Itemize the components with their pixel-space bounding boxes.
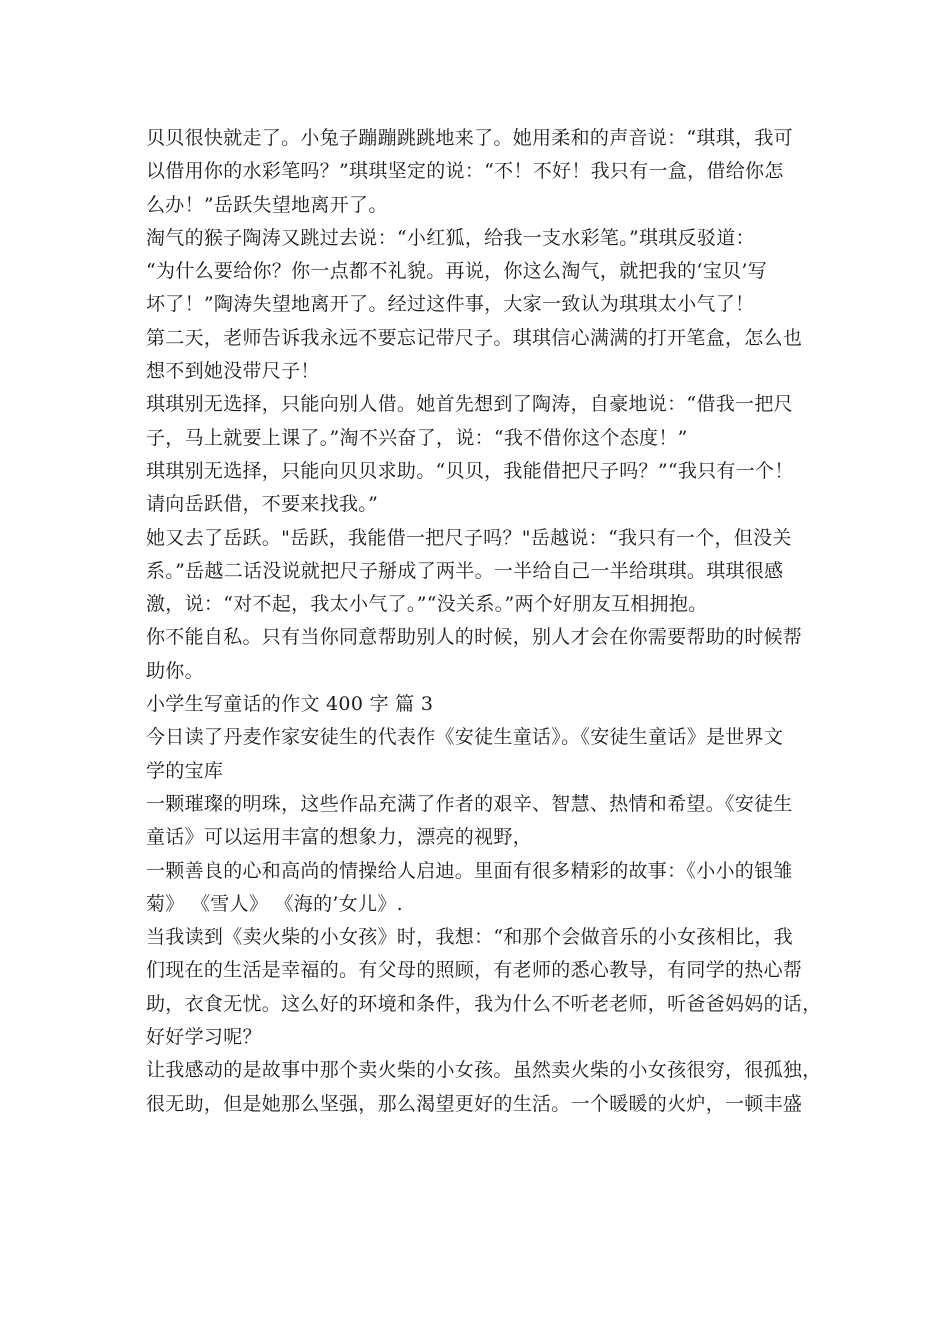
- text-line: 激，说：“对不起，我太小气了。”“没关系。”两个好朋友互相拥抱。: [146, 593, 708, 616]
- text-line: 贝贝很快就走了。小兔子蹦蹦跳跳地来了。她用柔和的声音说：“琪琪，我可: [146, 127, 793, 149]
- text-line: 坏了！”陶涛失望地离开了。经过这件事，大家一致认为琪琪太小气了！: [146, 293, 755, 316]
- text-line: 第二天，老师告诉我永远不要忘记带尺子。琪琪信心满满的打开笔盒，怎么也: [146, 326, 803, 349]
- text-line: 今日读了丹麦作家安徒生的代表作《安徒生童话》。《安徒生童话》是世界文: [146, 726, 784, 749]
- text-line: 助，衣食无忧。这么好的环境和条件，我为什么不听老老师，听爸爸妈妈的话，: [146, 992, 822, 1015]
- text-line: 当我读到《卖火柴的小女孩》时，我想：“和那个会做音乐的小女孩相比，我: [146, 926, 793, 949]
- text-line: 系。”岳越二话没说就把尺子掰成了两半。一半给自己一半给琪琪。琪琪很感: [146, 559, 784, 582]
- text-line: 子，马上就要上课了。”淘不兴奋了，说：“我不借你这个态度！”: [146, 426, 688, 449]
- text-line: 琪琪别无选择，只能向贝贝求助。“贝贝，我能借把尺子吗？”“我只有一个！: [146, 459, 794, 482]
- text-line: 很无助，但是她那么坚强，那么渴望更好的生活。一个暖暖的火炉，一顿丰盛: [146, 1092, 803, 1115]
- text-line: 学的宝库: [146, 759, 224, 782]
- text-line: 请向岳跃借，不要来找我。”: [146, 493, 379, 516]
- text-line: 你不能自私。只有当你同意帮助别人的时候，别人才会在你需要帮助的时候帮: [146, 626, 803, 649]
- text-line: 一颗善良的心和高尚的情操给人启迪。里面有很多精彩的故事：《小小的银雏: [146, 859, 793, 882]
- document-body: [146, 122, 822, 1121]
- text-line: 童话》可以运用丰富的想象力，漂亮的视野，: [146, 826, 533, 849]
- text-line: 想不到她没带尺子！: [146, 360, 320, 383]
- text-line: 助你。: [146, 659, 204, 682]
- text-line: 琪琪别无选择，只能向别人借。她首先想到了陶涛，自豪地说：“借我一把尺: [146, 393, 793, 416]
- text-line: 淘气的猴子陶涛又跳过去说：“小红狐，给我一支水彩笔。”琪琪反驳道：: [146, 226, 755, 249]
- text-line: “为什么要给你？你一点都不礼貌。再说，你这么淘气，就把我的‘宝贝’写: [146, 260, 767, 283]
- text-line: 以借用你的水彩笔吗？”琪琪坚定的说：“不！不好！我只有一盒，借给你怎: [146, 160, 784, 183]
- text-line: 菊》 《雪人》 《海的’女儿》.: [146, 892, 403, 915]
- text-line: 们现在的生活是幸福的。有父母的照顾，有老师的悉心教导，有同学的热心帮: [146, 959, 803, 982]
- text-line: 么办！”岳跃失望地离开了。: [146, 193, 388, 216]
- text-line: 一颗璀璨的明珠，这些作品充满了作者的艰辛、智慧、热情和希望。《安徒生: [146, 792, 793, 815]
- section-heading: 小学生写童话的作文 400 字 篇 3: [146, 693, 434, 716]
- text-line: 她又去了岳跃。"岳跃，我能借一把尺子吗？"岳越说：“我只有一个，但没关: [146, 526, 792, 549]
- text-line: 好好学习呢？: [146, 1026, 262, 1049]
- text-line: 让我感动的是故事中那个卖火柴的小女孩。虽然卖火柴的小女孩很穷，很孤独，: [146, 1059, 822, 1082]
